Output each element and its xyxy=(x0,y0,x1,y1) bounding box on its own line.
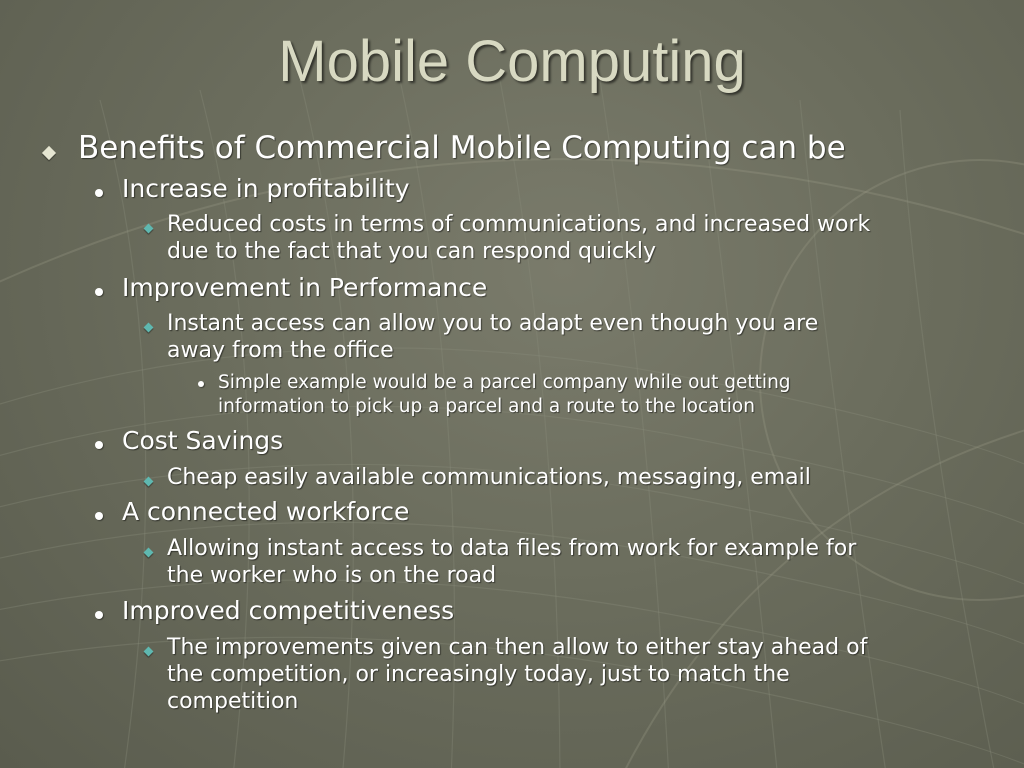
sub-detail-line: information to pick up a parcel and a route to the location xyxy=(218,396,755,417)
detail-line: Cheap easily available communications, messaging, email xyxy=(167,465,811,490)
dot-bullet-icon xyxy=(95,611,103,619)
dot-bullet-icon xyxy=(95,189,103,197)
diamond-sub-bullet-icon xyxy=(144,323,154,333)
slide-title: Mobile Computing xyxy=(278,29,746,94)
diamond-sub-bullet-icon xyxy=(144,647,154,657)
section-heading: Improved competitiveness xyxy=(122,596,455,625)
detail-line: the worker who is on the road xyxy=(167,563,497,588)
section-heading: Improvement in Performance xyxy=(122,273,488,302)
diamond-sub-bullet-icon xyxy=(144,477,154,487)
detail-line: The improvements given can then allow to either stay ahead of xyxy=(167,635,868,660)
detail-line: competition xyxy=(167,689,299,714)
diamond-bullet-icon xyxy=(42,146,56,160)
detail-line: the competition, or increasingly today, just to match the xyxy=(167,662,790,687)
dot-bullet-icon xyxy=(95,288,103,296)
sub-detail-line: Simple example would be a parcel company while out getting xyxy=(218,372,791,393)
detail-line: away from the office xyxy=(167,338,394,363)
dot-bullet-icon xyxy=(198,381,204,387)
detail-line: Reduced costs in terms of communications, and increased work xyxy=(167,212,871,237)
diamond-sub-bullet-icon xyxy=(144,224,154,234)
dot-bullet-icon xyxy=(95,441,103,449)
main-point: Benefits of Commercial Mobile Computing can be xyxy=(78,130,846,166)
detail-line: due to the fact that you can respond quickly xyxy=(167,239,657,264)
detail-line: Allowing instant access to data files from work for example for xyxy=(167,536,857,561)
section-heading: A connected workforce xyxy=(122,497,410,526)
detail-line: Instant access can allow you to adapt even though you are xyxy=(167,311,819,336)
dot-bullet-icon xyxy=(95,512,103,520)
diamond-sub-bullet-icon xyxy=(144,548,154,558)
section-heading: Cost Savings xyxy=(122,426,284,455)
section-heading: Increase in profitability xyxy=(122,174,410,203)
